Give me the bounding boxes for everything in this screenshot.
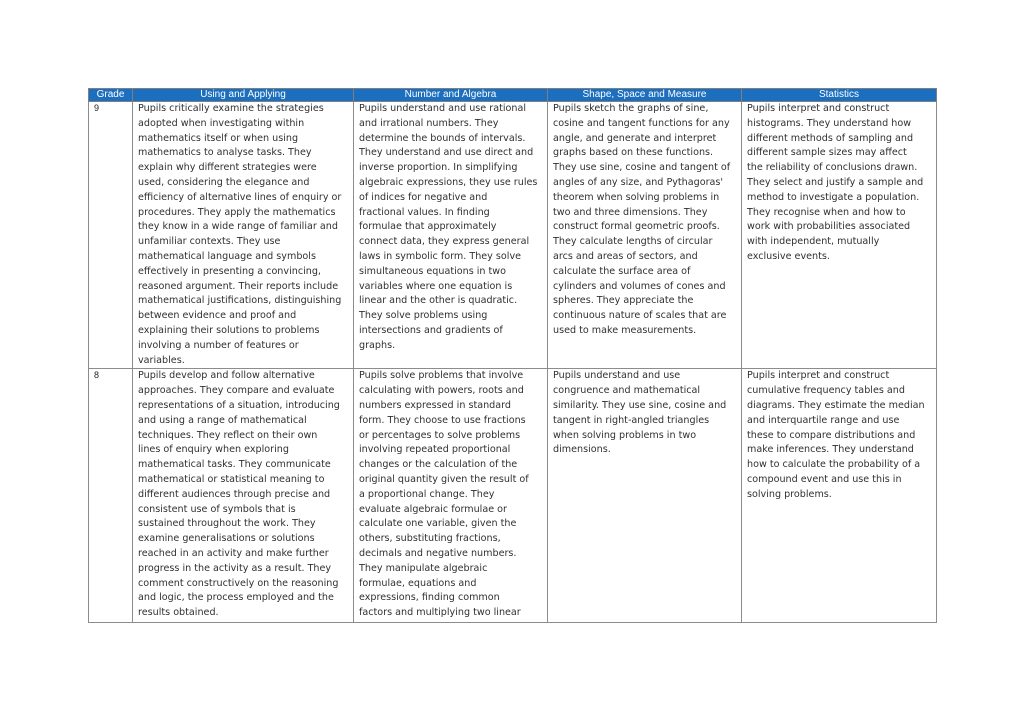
table-header-row: [89, 89, 937, 102]
table-row-grade-8: [89, 369, 937, 623]
number-and-algebra-cell: [354, 369, 548, 623]
using-and-applying-text: Pupils develop and follow alternative approaches. They compare and evaluate representations of a situation, introducing and using a range of mathematical techniques. They reflect on their own lines of enquiry when exploring mathematical tasks. They communicate mathematical or statistical meaning to different audiences through precise and consistent use of symbols that is sustained throughout the work. They examine generalisations or solutions reached in an activity and make further progress in the activity as a result. They comment constructively on the reasoning and logic, the process employed and the results obtained.: [138, 370, 340, 619]
using-and-applying-cell: [133, 369, 354, 623]
grade-cell: 9: [89, 102, 133, 369]
using-and-applying-cell: [133, 102, 354, 369]
shape-space-measure-text: Pupils understand and use congruence and mathematical similarity. They use sine, cosine and tangent in right-angled triangles when solving problems in two dimensions.: [553, 370, 727, 456]
number-and-algebra-text: Pupils understand and use rational and irrational numbers. They determine the bounds of intervals. They understand and use direct and inverse proportion. In simplifying algebraic expressions, they use rules of indices for negative and fractional values. In finding formulae that approximately connect data, they express general laws in symbolic form. They solve simultaneous equations in two variables where one equation is linear and the other is quadratic. They solve problems using intersections and gradients of graphs.: [359, 103, 538, 351]
statistics-cell: [742, 102, 937, 369]
header-using-and-applying: Using and Applying: [133, 89, 354, 102]
number-and-algebra-text: Pupils solve problems that involve calculating with powers, roots and numbers expressed in standard form. They choose to use fractions or percentages to solve problems involving repeated proportional changes or the calculation of the original quantity given the result of a proportional change. They evaluate algebraic formulae or calculate one variable, given the others, substituting fractions, decimals and negative numbers. They manipulate algebraic formulae, equations and expressions, finding common factors and multiplying two linear: [359, 370, 529, 619]
header-grade: Grade: [89, 89, 133, 102]
header-statistics: Statistics: [742, 89, 937, 102]
number-and-algebra-cell: [354, 102, 548, 369]
table-row-grade-9: [89, 102, 937, 369]
attainment-table: [88, 88, 937, 623]
shape-space-measure-text: Pupils sketch the graphs of sine, cosine and tangent functions for any angle, and generate and interpret graphs based on these functions. They use sine, cosine and tangent of angles of any size, and Pythagoras' theorem when solving problems in two and three dimensions. They construct formal geometric proofs. They calculate lengths of circular arcs and areas of sectors, and calculate the surface area of cylinders and volumes of cones and spheres. They appreciate the continuous nature of scales that are used to make measurements.: [553, 103, 731, 336]
statistics-text: Pupils interpret and construct cumulative frequency tables and diagrams. They estimate the median and interquartile range and use these to compare distributions and make inferences. They understand how to calculate the probability of a compound event and use this in solving problems.: [747, 370, 925, 500]
using-and-applying-text: Pupils critically examine the strategies adopted when investigating within mathematics itself or when using mathematics to analyse tasks. They explain why different strategies were used, considering the elegance and efficiency of alternative lines of enquiry or procedures. They apply the mathematics they know in a wide range of familiar and unfamiliar contexts. They use mathematical language and symbols effectively in presenting a convincing, reasoned argument. Their reports include mathematical justifications, distinguishing between evidence and proof and explaining their solutions to problems involving a number of features or variables.: [138, 103, 342, 366]
shape-space-measure-cell: [548, 102, 742, 369]
header-number-and-algebra: Number and Algebra: [354, 89, 548, 102]
shape-space-measure-cell: [548, 369, 742, 623]
statistics-text: Pupils interpret and construct histograms. They understand how different methods of sampling and different sample sizes may affect the reliability of conclusions drawn. They select and justify a sample and method to investigate a population. They recognise when and how to work with probabilities associated with independent, mutually exclusive events.: [747, 103, 924, 262]
statistics-cell: [742, 369, 937, 623]
grade-cell: 8: [89, 369, 133, 623]
header-shape-space-measure: Shape, Space and Measure: [548, 89, 742, 102]
